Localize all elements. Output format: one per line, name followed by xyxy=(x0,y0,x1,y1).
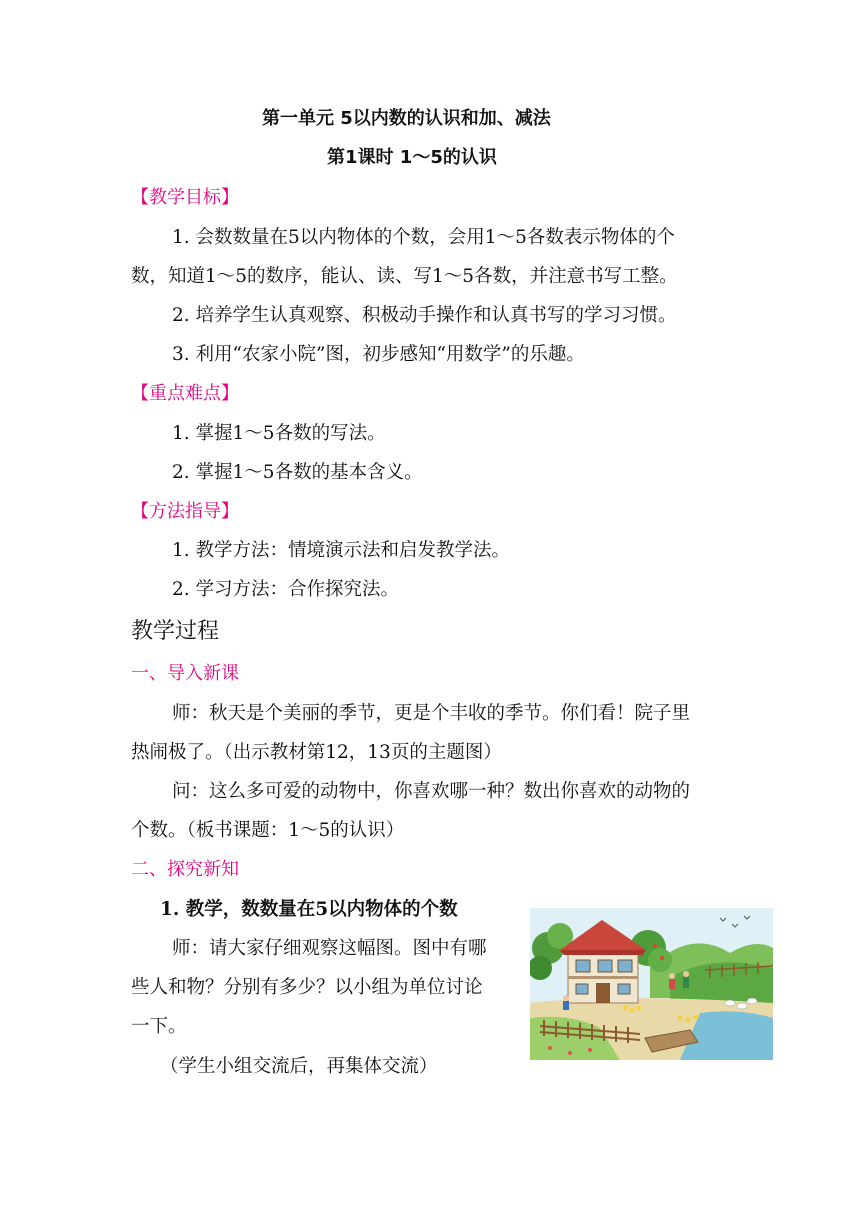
goal-1-line-1: 1. 会数数量在5以内物体的个数，会用1～5各数表示物体的个 xyxy=(172,227,675,248)
paragraph-2-line-2: 个数。（板书课题：1～5的认识） xyxy=(131,820,405,841)
part-1-heading: 一、导入新课 xyxy=(131,663,239,684)
key-point-2: 2. 掌握1～5各数的基本含义。 xyxy=(172,462,423,483)
paragraph-1-line-2: 热闹极了。（出示教材第12，13页的主题图） xyxy=(131,742,502,763)
section-heading-method: 【方法指导】 xyxy=(131,501,239,522)
goal-1-line-2: 数，知道1～5的数序，能认、读、写1～5各数，并注意书写工整。 xyxy=(131,266,678,287)
lesson-title: 第1课时 1～5的认识 xyxy=(327,147,497,168)
farmyard-illustration xyxy=(530,908,773,1060)
method-2: 2. 学习方法：合作探究法。 xyxy=(172,579,400,600)
key-point-1: 1. 掌握1～5各数的写法。 xyxy=(172,423,386,444)
subheading-1: 1. 教学，数数量在5以内物体的个数 xyxy=(160,899,458,920)
section-heading-goals: 【教学目标】 xyxy=(131,187,239,208)
paragraph-2-line-1: 问：这么多可爱的动物中，你喜欢哪一种？数出你喜欢的动物的 xyxy=(172,781,691,802)
paragraph-3-line-2: 些人和物？分别有多少？以小组为单位讨论 xyxy=(131,977,483,998)
unit-title: 第一单元 5以内数的认识和加、减法 xyxy=(262,108,551,129)
process-heading: 教学过程 xyxy=(131,619,220,644)
paragraph-3-line-1: 师：请大家仔细观察这幅图。图中有哪 xyxy=(172,938,487,959)
section-heading-keys: 【重点难点】 xyxy=(131,383,239,404)
paragraph-1-line-1: 师：秋天是个美丽的季节，更是个丰收的季节。你们看！院子里 xyxy=(172,703,691,724)
paragraph-3-line-3: 一下。 xyxy=(131,1016,187,1037)
paragraph-4: （学生小组交流后，再集体交流） xyxy=(160,1056,438,1077)
method-1: 1. 教学方法：情境演示法和启发教学法。 xyxy=(172,540,511,561)
goal-2: 2. 培养学生认真观察、积极动手操作和认真书写的学习习惯。 xyxy=(172,305,677,326)
goal-3: 3. 利用“农家小院”图，初步感知“用数学”的乐趣。 xyxy=(172,344,585,365)
part-2-heading: 二、探究新知 xyxy=(131,859,239,880)
